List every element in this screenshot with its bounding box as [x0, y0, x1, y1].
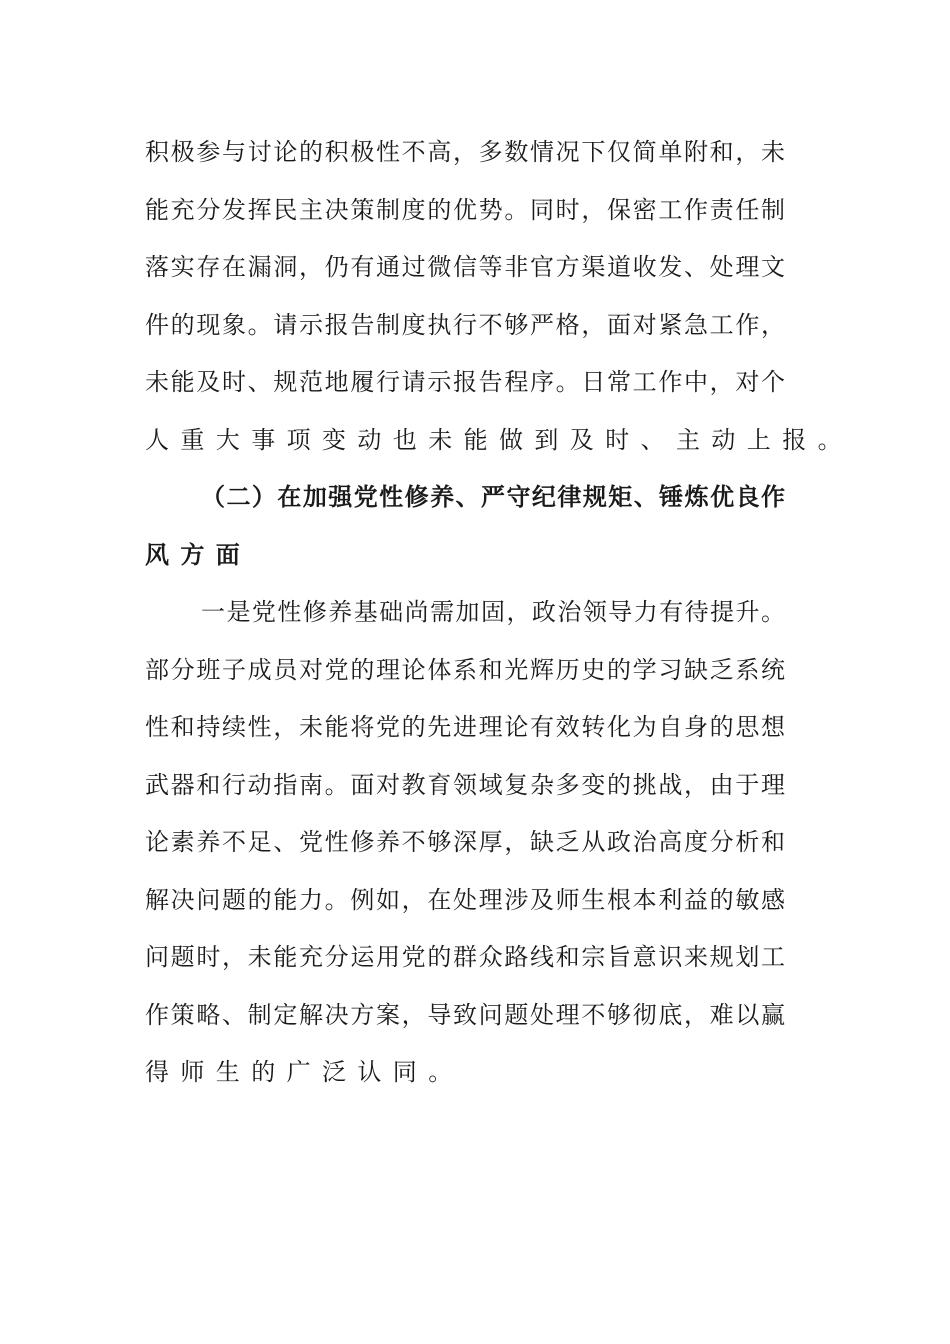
text-line: 未能及时、规范地履行请示报告程序。日常工作中，对个: [145, 368, 785, 396]
text-line: 一是党性修养基础尚需加固，政治领导力有待提升。: [201, 598, 785, 626]
text-line: 能充分发挥民主决策制度的优势。同时，保密工作责任制: [145, 195, 785, 224]
text-line: 部分班子成员对党的理论体系和光辉历史的学习缺乏系统: [145, 655, 785, 684]
document-body: [145, 128, 853, 1106]
heading-line: （二）在加强党性修养、严守纪律规矩、锤炼优良作: [201, 482, 785, 511]
text-line: 得师生的广泛认同。: [145, 1058, 464, 1086]
section-heading: [145, 473, 785, 588]
text-line: 性和持续性，未能将党的先进理论有效转化为自身的思想: [145, 713, 785, 741]
text-line: 作策略、制定解决方案，导致问题处理不够彻底，难以赢: [145, 1000, 785, 1029]
paragraph-2: [145, 588, 785, 1106]
paragraph-1: [145, 128, 853, 473]
text-line: 解决问题的能力。例如，在处理涉及师生根本利益的敏感: [145, 885, 785, 914]
text-line: 武器和行动指南。面对教育领域复杂多变的挑战，由于理: [145, 770, 785, 799]
text-line: 论素养不足、党性修养不够深厚，缺乏从政治高度分析和: [145, 828, 785, 856]
text-line: 落实存在漏洞，仍有通过微信等非官方渠道收发、处理文: [145, 253, 785, 281]
text-line: 人重大事项变动也未能做到及时、主动上报。: [145, 425, 853, 454]
text-line: 积极参与讨论的积极性不高，多数情况下仅简单附和，未: [145, 138, 785, 166]
text-line: 问题时，未能充分运用党的群众路线和宗旨意识来规划工: [145, 943, 785, 971]
heading-line: 风方面: [145, 539, 252, 569]
text-line: 件的现象。请示报告制度执行不够严格，面对紧急工作，: [145, 310, 785, 339]
